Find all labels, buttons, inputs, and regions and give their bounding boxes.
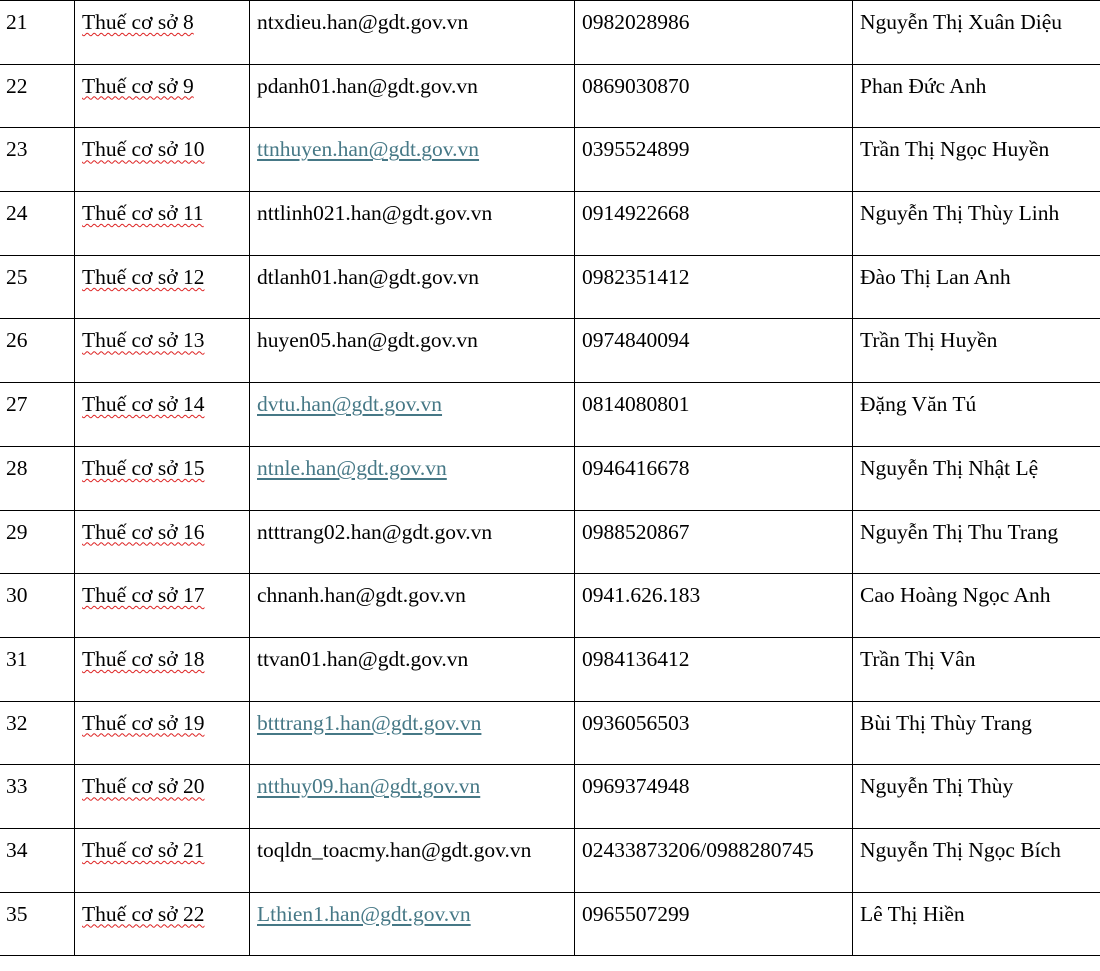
office-cell (75, 1, 250, 65)
contact-table-body (0, 1, 1100, 956)
table-row (0, 701, 1100, 765)
phone-cell (575, 255, 853, 319)
email-cell (250, 701, 575, 765)
row-number-cell (0, 701, 75, 765)
contact-name-cell (853, 828, 1100, 892)
email-address: ntxdieu.han@gdt.gov.vn (257, 10, 469, 34)
table-row (0, 828, 1100, 892)
office-cell (75, 128, 250, 192)
phone-number: 0914922668 (582, 201, 690, 226)
row-number-cell (0, 319, 75, 383)
contact-name-cell (853, 574, 1100, 638)
office-name: Thuế cơ sở 9 (82, 73, 194, 98)
contact-name-cell (853, 701, 1100, 765)
row-number: 28 (6, 455, 28, 480)
office-name: Thuế cơ sở 14 (82, 392, 205, 417)
phone-number: 0982028986 (582, 10, 690, 34)
row-number: 34 (6, 837, 28, 862)
contact-name: Cao Hoàng Ngọc Anh (860, 583, 1051, 608)
contact-name: Nguyễn Thị Thu Trang (860, 519, 1059, 544)
office-cell (75, 574, 250, 638)
contact-name-cell (853, 128, 1100, 192)
email-address: ntttrang02.han@gdt.gov.vn (257, 519, 493, 544)
office-name: Thuế cơ sở 10 (82, 137, 205, 162)
phone-cell (575, 128, 853, 192)
phone-cell (575, 1, 853, 65)
row-number-cell (0, 510, 75, 574)
phone-number: 0869030870 (582, 73, 690, 98)
contact-name-cell (853, 510, 1100, 574)
table-row (0, 892, 1100, 956)
phone-number: 0814080801 (582, 392, 690, 417)
contact-name: Trần Thị Ngọc Huyền (860, 137, 1050, 162)
table-row (0, 255, 1100, 319)
contact-name-cell (853, 192, 1100, 256)
office-name: Thuế cơ sở 17 (82, 583, 205, 608)
row-number-cell (0, 64, 75, 128)
contact-name: Đào Thị Lan Anh (860, 264, 1011, 289)
email-cell (250, 319, 575, 383)
phone-number: 0946416678 (582, 455, 690, 480)
office-name: Thuế cơ sở 20 (82, 774, 205, 799)
phone-cell (575, 319, 853, 383)
email-cell (250, 828, 575, 892)
table-row (0, 128, 1100, 192)
table-row (0, 64, 1100, 128)
contact-name: Nguyễn Thị Nhật Lệ (860, 455, 1039, 480)
row-number-cell (0, 383, 75, 447)
contact-name: Phan Đức Anh (860, 73, 987, 98)
office-cell (75, 192, 250, 256)
phone-cell (575, 192, 853, 256)
row-number-cell (0, 446, 75, 510)
table-row (0, 574, 1100, 638)
table-row (0, 765, 1100, 829)
row-number: 32 (6, 710, 28, 735)
phone-cell (575, 510, 853, 574)
phone-cell (575, 574, 853, 638)
office-cell (75, 637, 250, 701)
row-number-cell (0, 128, 75, 192)
row-number: 23 (6, 137, 28, 162)
office-name: Thuế cơ sở 18 (82, 646, 205, 671)
email-cell (250, 574, 575, 638)
phone-number: 0395524899 (582, 137, 690, 162)
email-link[interactable]: ntthuy09.han@gdt,gov.vn (257, 774, 481, 799)
row-number-cell (0, 255, 75, 319)
office-cell (75, 765, 250, 829)
email-address: pdanh01.han@gdt.gov.vn (257, 73, 478, 98)
email-address: nttlinh021.han@gdt.gov.vn (257, 201, 493, 226)
table-row (0, 319, 1100, 383)
row-number: 29 (6, 519, 28, 544)
table-row (0, 446, 1100, 510)
row-number: 35 (6, 901, 28, 926)
row-number-cell (0, 892, 75, 956)
row-number-cell (0, 828, 75, 892)
contact-name-cell (853, 255, 1100, 319)
office-cell (75, 701, 250, 765)
contact-name: Nguyễn Thị Thùy Linh (860, 201, 1060, 226)
row-number: 21 (6, 10, 28, 34)
phone-number: 0974840094 (582, 328, 690, 353)
row-number: 25 (6, 264, 28, 289)
contact-name: Trần Thị Vân (860, 646, 976, 671)
phone-number: 0941.626.183 (582, 583, 701, 608)
contact-name: Đặng Văn Tú (860, 392, 977, 417)
row-number: 22 (6, 73, 28, 98)
contact-name-cell (853, 446, 1100, 510)
row-number: 26 (6, 328, 28, 353)
email-link[interactable]: ntnle.han@gdt.gov.vn (257, 455, 447, 480)
office-cell (75, 446, 250, 510)
contact-name-cell (853, 1, 1100, 65)
row-number: 33 (6, 774, 28, 799)
contact-name: Lê Thị Hiền (860, 901, 965, 926)
phone-cell (575, 446, 853, 510)
email-cell (250, 255, 575, 319)
table-row (0, 637, 1100, 701)
phone-number: 0982351412 (582, 264, 690, 289)
email-cell (250, 446, 575, 510)
email-cell (250, 637, 575, 701)
table-row (0, 1, 1100, 65)
row-number-cell (0, 1, 75, 65)
office-cell (75, 319, 250, 383)
office-cell (75, 892, 250, 956)
phone-number: 0936056503 (582, 710, 690, 735)
office-name: Thuế cơ sở 12 (82, 264, 205, 289)
contact-name: Nguyễn Thị Xuân Diệu (860, 10, 1063, 34)
contact-name: Nguyễn Thị Thùy (860, 774, 1014, 799)
email-address: toqldn_toacmy.han@gdt.gov.vn (257, 837, 532, 862)
contact-name-cell (853, 892, 1100, 956)
row-number-cell (0, 192, 75, 256)
email-link[interactable]: dvtu.han@gdt.gov.vn (257, 392, 443, 417)
phone-cell (575, 892, 853, 956)
phone-number: 0988520867 (582, 519, 690, 544)
row-number: 30 (6, 583, 28, 608)
email-cell (250, 192, 575, 256)
contact-name-cell (853, 64, 1100, 128)
email-cell (250, 510, 575, 574)
phone-number: 0969374948 (582, 774, 690, 799)
phone-number: 02433873206/0988280745 (582, 837, 814, 862)
table-row (0, 510, 1100, 574)
phone-cell (575, 828, 853, 892)
email-link[interactable]: Lthien1.han@gdt.gov.vn (257, 901, 471, 926)
office-cell (75, 828, 250, 892)
contact-name-cell (853, 765, 1100, 829)
office-name: Thuế cơ sở 19 (82, 710, 205, 735)
contact-name: Nguyễn Thị Ngọc Bích (860, 837, 1061, 862)
phone-cell (575, 64, 853, 128)
contact-name: Bùi Thị Thùy Trang (860, 710, 1032, 735)
email-link[interactable]: ttnhuyen.han@gdt.gov.vn (257, 137, 480, 162)
office-name: Thuế cơ sở 8 (82, 10, 194, 34)
table-row (0, 383, 1100, 447)
email-cell (250, 1, 575, 65)
office-name: Thuế cơ sở 21 (82, 837, 205, 862)
email-address: ttvan01.han@gdt.gov.vn (257, 646, 469, 671)
contact-name-cell (853, 383, 1100, 447)
row-number: 31 (6, 646, 28, 671)
email-address: huyen05.han@gdt.gov.vn (257, 328, 478, 353)
email-link[interactable]: btttrang1.han@gdt.gov.vn (257, 710, 482, 735)
contact-name: Trần Thị Huyền (860, 328, 998, 353)
email-cell (250, 128, 575, 192)
phone-number: 0965507299 (582, 901, 690, 926)
office-cell (75, 510, 250, 574)
contact-name-cell (853, 637, 1100, 701)
email-cell (250, 765, 575, 829)
email-address: dtlanh01.han@gdt.gov.vn (257, 264, 480, 289)
office-name: Thuế cơ sở 16 (82, 519, 205, 544)
email-address: chnanh.han@gdt.gov.vn (257, 583, 466, 608)
email-cell (250, 383, 575, 447)
email-cell (250, 892, 575, 956)
phone-cell (575, 383, 853, 447)
phone-cell (575, 637, 853, 701)
email-cell (250, 64, 575, 128)
office-name: Thuế cơ sở 15 (82, 455, 205, 480)
row-number-cell (0, 765, 75, 829)
phone-cell (575, 701, 853, 765)
office-cell (75, 64, 250, 128)
phone-cell (575, 765, 853, 829)
office-name: Thuế cơ sở 13 (82, 328, 205, 353)
row-number: 24 (6, 201, 28, 226)
office-name: Thuế cơ sở 11 (82, 201, 204, 226)
phone-number: 0984136412 (582, 646, 690, 671)
contact-name-cell (853, 319, 1100, 383)
table-row (0, 192, 1100, 256)
row-number-cell (0, 574, 75, 638)
row-number-cell (0, 637, 75, 701)
office-cell (75, 255, 250, 319)
office-name: Thuế cơ sở 22 (82, 901, 205, 926)
office-cell (75, 383, 250, 447)
row-number: 27 (6, 392, 28, 417)
